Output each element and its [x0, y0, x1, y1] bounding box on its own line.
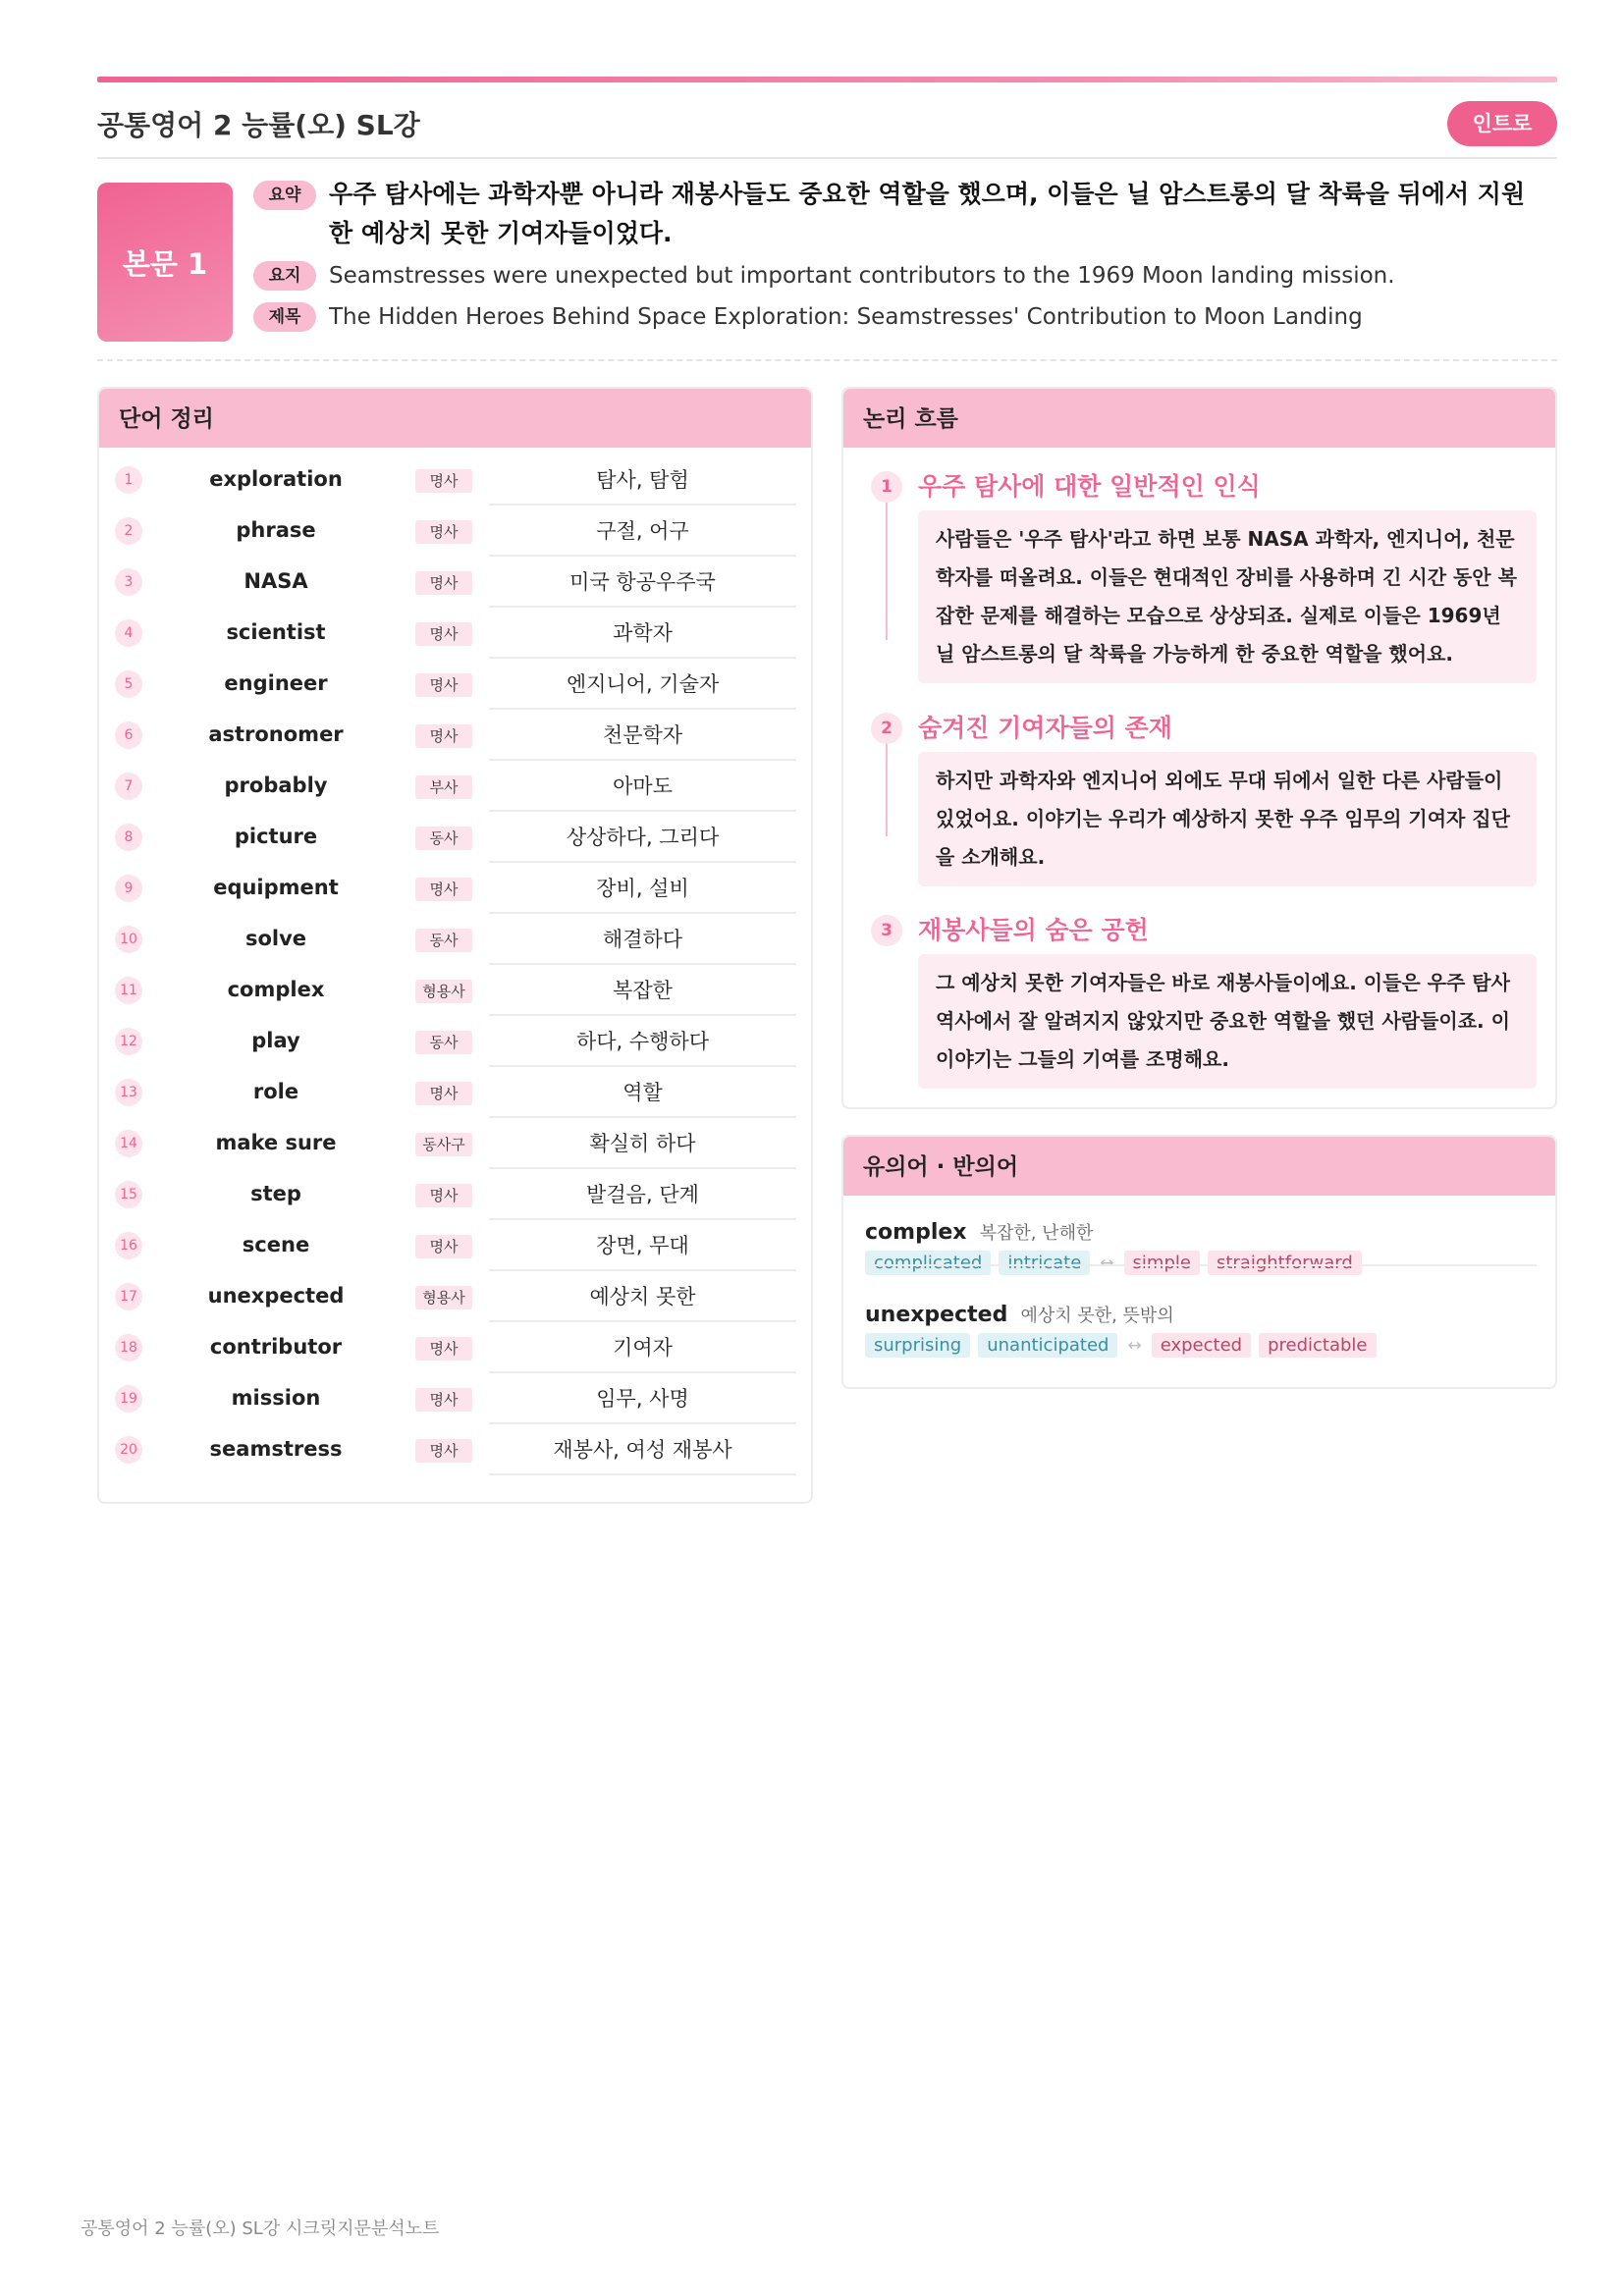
vocab-number: 3 — [115, 568, 142, 596]
synonym-headword: complex — [865, 1220, 967, 1245]
vocab-row — [99, 659, 811, 710]
vocab-meaning: 아마도 — [489, 761, 796, 812]
section-divider — [97, 359, 1557, 361]
vocab-row — [99, 1118, 811, 1169]
vocab-row — [99, 557, 811, 608]
vocab-pos: 명사 — [415, 1184, 472, 1207]
vocab-meaning: 상상하다, 그리다 — [489, 812, 796, 863]
vocab-word: seamstress — [209, 1437, 343, 1461]
vocab-meaning: 미국 항공우주국 — [489, 557, 796, 608]
vocab-meaning: 장면, 무대 — [489, 1220, 796, 1271]
synonym-chip: complicated — [865, 1251, 991, 1275]
gist-english: Seamstresses were unexpected but important contributors to the 1969 Moon landing mission. — [329, 263, 1395, 289]
vocab-pos: 형용사 — [415, 1286, 472, 1309]
vocab-row — [99, 1169, 811, 1220]
vocab-number: 12 — [115, 1028, 142, 1055]
antonym-chip: straightforward — [1208, 1251, 1362, 1275]
vocab-meaning: 장비, 설비 — [489, 863, 796, 914]
passage-label: 본문 1 — [97, 183, 233, 342]
vocab-row — [99, 454, 811, 506]
synonym-chip: intricate — [999, 1251, 1090, 1275]
vocab-pos: 동사 — [415, 929, 472, 952]
vocab-pos: 명사 — [415, 1235, 472, 1258]
vocab-row — [99, 914, 811, 965]
vocab-pos: 명사 — [415, 878, 472, 901]
vocab-number: 4 — [115, 619, 142, 647]
logic-step-title: 숨겨진 기여자들의 존재 — [918, 714, 1172, 742]
title-tag: 제목 — [253, 302, 316, 332]
vocab-word: NASA — [243, 569, 308, 593]
vocab-word: picture — [234, 825, 318, 848]
antonym-chip: simple — [1124, 1251, 1200, 1275]
double-arrow-icon: ↔ — [1127, 1335, 1142, 1356]
synonym-chip: surprising — [865, 1333, 970, 1358]
vocab-meaning: 탐사, 탐험 — [489, 454, 796, 506]
vocab-meaning: 엔지니어, 기술자 — [489, 659, 796, 710]
vocab-meaning: 복잡한 — [489, 965, 796, 1016]
vocab-meaning: 천문학자 — [489, 710, 796, 761]
logic-connector — [886, 742, 888, 836]
logic-step-body: 하지만 과학자와 엔지니어 외에도 무대 뒤에서 일한 다른 사람들이 있었어요. 이야기는 우리가 예상하지 못한 우주 임무의 기여자 집단을 소개해요. — [918, 752, 1537, 886]
vocab-word: solve — [244, 927, 307, 950]
summary-tag: 요약 — [253, 181, 316, 210]
vocab-word: contributor — [209, 1335, 343, 1359]
vocab-word: scientist — [226, 620, 326, 644]
vocab-row — [99, 1067, 811, 1118]
vocab-row — [99, 710, 811, 761]
vocab-row — [99, 1322, 811, 1373]
vocab-number: 5 — [115, 670, 142, 698]
vocab-pos: 명사 — [415, 1388, 472, 1412]
synonym-headword: unexpected — [865, 1303, 1008, 1327]
vocab-word: equipment — [213, 876, 339, 899]
page-title: 공통영어 2 능률(오) SL강 — [97, 109, 420, 141]
synonym-chip: unanticipated — [978, 1333, 1117, 1358]
vocab-number: 13 — [115, 1079, 142, 1106]
vocab-row — [99, 506, 811, 557]
vocab-row — [99, 1424, 811, 1475]
vocab-pos: 명사 — [415, 724, 472, 748]
logic-step-title: 우주 탐사에 대한 일반적인 인식 — [918, 472, 1261, 501]
vocab-word: mission — [231, 1386, 321, 1410]
vocab-panel — [97, 387, 813, 1504]
vocab-row — [99, 965, 811, 1016]
synonym-divider — [865, 1264, 1537, 1266]
vocab-heading: 단어 정리 — [99, 389, 811, 448]
logic-step-number: 1 — [871, 471, 902, 503]
vocab-word: complex — [227, 978, 325, 1001]
vocab-number: 16 — [115, 1232, 142, 1259]
vocab-number: 15 — [115, 1181, 142, 1208]
synonym-meaning: 예상치 못한, 뜻밖의 — [1020, 1306, 1174, 1326]
vocab-word: astronomer — [208, 722, 344, 746]
vocab-row — [99, 863, 811, 914]
vocab-row — [99, 608, 811, 659]
page-footer: 공통영어 2 능률(오) SL강 시크릿지문분석노트 — [81, 2218, 440, 2239]
vocab-pos: 명사 — [415, 469, 472, 493]
vocab-number: 2 — [115, 517, 142, 545]
gist-tag: 요지 — [253, 261, 316, 291]
vocab-meaning: 발걸음, 단계 — [489, 1169, 796, 1220]
vocab-pos: 명사 — [415, 571, 472, 595]
antonym-chip: expected — [1152, 1333, 1251, 1358]
vocab-meaning: 역할 — [489, 1067, 796, 1118]
vocab-pos: 명사 — [415, 673, 472, 697]
page-header — [97, 98, 1557, 159]
vocab-number: 20 — [115, 1436, 142, 1464]
vocab-word: make sure — [215, 1131, 337, 1154]
vocab-number: 17 — [115, 1283, 142, 1310]
vocab-meaning: 하다, 수행하다 — [489, 1016, 796, 1067]
vocab-meaning: 해결하다 — [489, 914, 796, 965]
vocab-meaning: 구절, 어구 — [489, 506, 796, 557]
vocab-pos: 명사 — [415, 1337, 472, 1361]
vocab-word: step — [250, 1182, 301, 1205]
synonym-entry — [865, 1219, 1537, 1275]
vocab-row — [99, 812, 811, 863]
vocab-word: unexpected — [207, 1284, 345, 1308]
top-accent-bar — [97, 77, 1557, 82]
vocab-pos: 명사 — [415, 520, 472, 544]
vocab-pos: 동사구 — [415, 1133, 472, 1156]
vocab-number: 19 — [115, 1385, 142, 1413]
intro-button[interactable]: 인트로 — [1447, 101, 1557, 146]
logic-step-body: 사람들은 '우주 탐사'라고 하면 보통 NASA 과학자, 엔지니어, 천문학자를 떠올려요. 이들은 현대적인 장비를 사용하며 긴 시간 동안 복잡한 문제를 해결하는 모습으로 상상되죠. 실제로 이들은 1969년 닐 암스트롱의 달 착륙을 가능하게 한 중요한 역할을 했어요. — [918, 510, 1537, 683]
vocab-pos: 형용사 — [415, 980, 472, 1003]
vocab-word: role — [252, 1080, 299, 1103]
antonym-chip: predictable — [1259, 1333, 1376, 1358]
vocab-row — [99, 1016, 811, 1067]
logic-step-number: 2 — [871, 713, 902, 744]
vocab-word: probably — [224, 774, 328, 797]
vocab-number: 8 — [115, 824, 142, 851]
logic-heading: 논리 흐름 — [843, 389, 1555, 448]
vocab-number: 10 — [115, 926, 142, 953]
vocab-row — [99, 1220, 811, 1271]
vocab-meaning: 기여자 — [489, 1322, 796, 1373]
logic-panel — [841, 387, 1557, 1109]
logic-step-body: 그 예상치 못한 기여자들은 바로 재봉사들이에요. 이들은 우주 탐사 역사에서 잘 알려지지 않았지만 중요한 역할을 했던 사람들이죠. 이 이야기는 그들의 기여를 조명해요. — [918, 954, 1537, 1089]
synonym-heading: 유의어 · 반의어 — [843, 1137, 1555, 1196]
summary-korean: 우주 탐사에는 과학자뿐 아니라 재봉사들도 중요한 역할을 했으며, 이들은 닐 암스트롱의 달 착륙을 뒤에서 지원한 예상치 못한 기여자들이었다. — [329, 180, 1526, 247]
vocab-number: 14 — [115, 1130, 142, 1157]
logic-connector — [886, 503, 888, 640]
vocab-number: 11 — [115, 977, 142, 1004]
vocab-meaning: 확실히 하다 — [489, 1118, 796, 1169]
passage-summary — [253, 181, 1559, 332]
vocab-pos: 동사 — [415, 1031, 472, 1054]
vocab-meaning: 예상치 못한 — [489, 1271, 796, 1322]
vocab-word: exploration — [209, 467, 343, 491]
vocab-pos: 명사 — [415, 622, 472, 646]
vocab-word: engineer — [224, 671, 328, 695]
logic-step-title: 재봉사들의 숨은 공헌 — [918, 916, 1149, 944]
vocab-meaning: 과학자 — [489, 608, 796, 659]
vocab-meaning: 임무, 사명 — [489, 1373, 796, 1424]
title-english: The Hidden Heroes Behind Space Exploration: Seamstresses' Contribution to Moon Landing — [329, 304, 1363, 330]
vocab-pos: 명사 — [415, 1439, 472, 1463]
vocab-word: play — [251, 1029, 300, 1052]
vocab-row — [99, 761, 811, 812]
vocab-number: 9 — [115, 875, 142, 902]
double-arrow-icon: ↔ — [1100, 1253, 1114, 1273]
vocab-word: phrase — [236, 518, 316, 542]
vocab-number: 18 — [115, 1334, 142, 1362]
vocab-word: scene — [242, 1233, 310, 1256]
logic-step-number: 3 — [871, 915, 902, 946]
vocab-number: 1 — [115, 466, 142, 494]
vocab-number: 6 — [115, 721, 142, 749]
vocab-number: 7 — [115, 773, 142, 800]
synonym-meaning: 복잡한, 난해한 — [979, 1223, 1094, 1244]
vocab-meaning: 재봉사, 여성 재봉사 — [489, 1424, 796, 1475]
vocab-row — [99, 1373, 811, 1424]
vocab-row — [99, 1271, 811, 1322]
synonym-entry — [865, 1302, 1537, 1358]
vocab-pos: 동사 — [415, 827, 472, 850]
vocab-pos: 명사 — [415, 1082, 472, 1105]
synonym-panel — [841, 1135, 1557, 1389]
vocab-pos: 부사 — [415, 775, 472, 799]
